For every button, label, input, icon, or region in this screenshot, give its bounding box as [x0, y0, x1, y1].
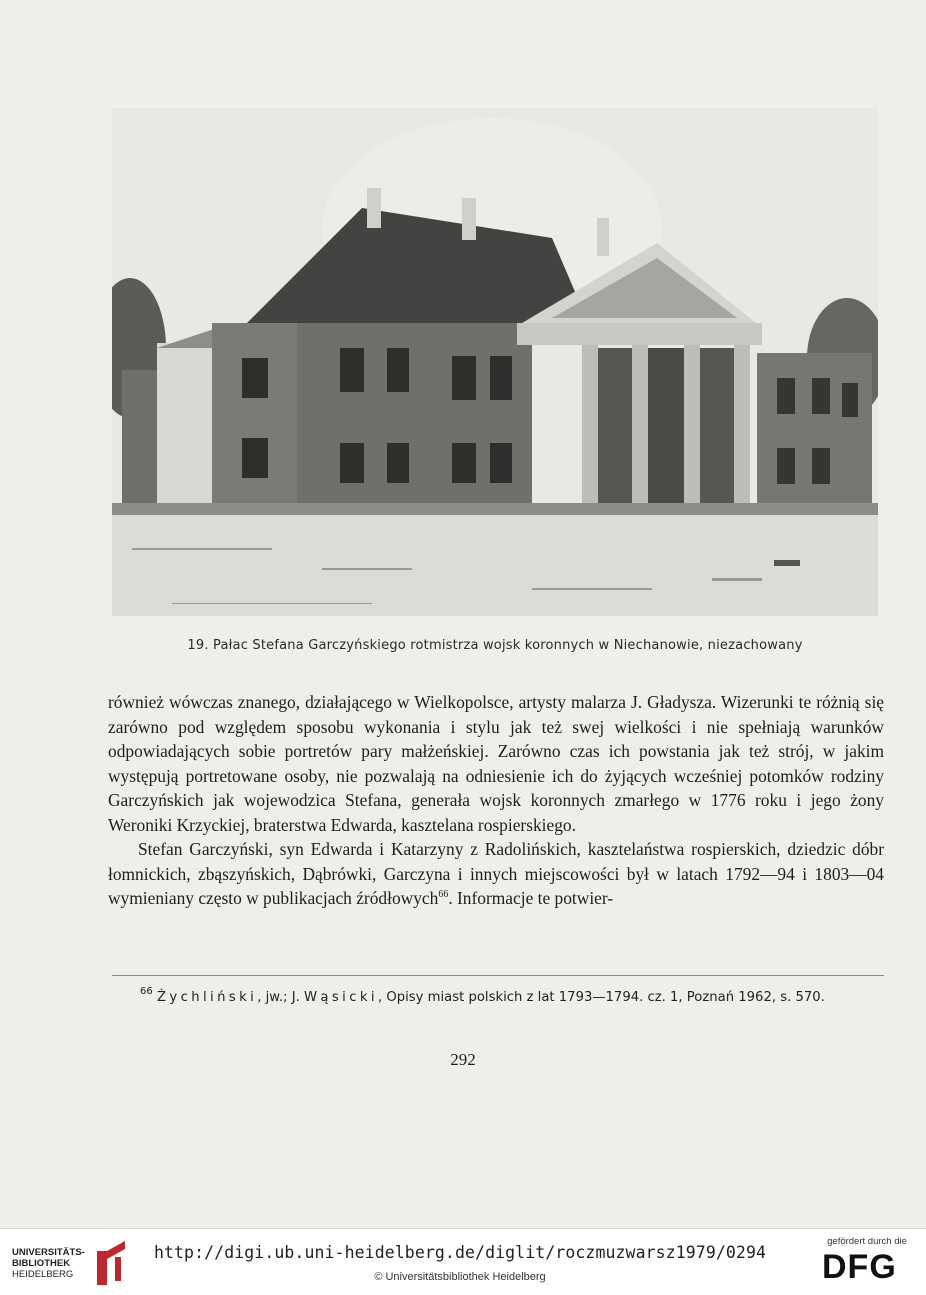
- library-line-3: HEIDELBERG: [12, 1269, 74, 1280]
- paragraph-2-text: Stefan Garczyński, syn Edwarda i Katarzyny z Radolińskich, kasztelaństwa rospierskich, dziedzic dóbr łomnickich, zbąszyńskich, Dąbrówki, Garczyna i innych miejscowości był w latach 1792—94 i 1803—04 wymieniany często w publikacjach źródłowych: [108, 839, 884, 908]
- library-line-1: UNIVERSITÄTS-: [12, 1247, 85, 1258]
- palace-photograph: [112, 108, 878, 616]
- footnote-reference: 66: [438, 889, 449, 900]
- footnote-number: 66: [140, 986, 153, 997]
- dfg-logo[interactable]: DFG: [822, 1248, 897, 1286]
- footnote-author-1: Żychliński: [156, 990, 258, 1005]
- main-text: [108, 690, 884, 911]
- footnote: [108, 987, 884, 1009]
- library-logo-text: [12, 1247, 85, 1280]
- library-line-2: BIBLIOTHEK: [12, 1258, 71, 1269]
- figure-caption: 19. Pałac Stefana Garczyńskiego rotmistrza wojsk koronnych w Niechanowie, niezachowany: [187, 638, 803, 653]
- footnote-mid: , jw.; J.: [257, 990, 304, 1005]
- footnote-author-2: Wąsicki: [303, 990, 378, 1005]
- library-logo-icon[interactable]: [95, 1237, 129, 1287]
- paragraph-2: [108, 837, 884, 911]
- paragraph-2-tail: . Informacje te potwier-: [448, 888, 614, 908]
- footnote-divider: [112, 975, 884, 976]
- permalink-url[interactable]: http://digi.ub.uni-heidelberg.de/diglit/roczmuzwarsz1979/0294: [153, 1243, 767, 1262]
- page-number: 292: [450, 1050, 476, 1069]
- footnote-rest: , Opisy miast polskich z lat 1793—1794. cz. 1, Poznań 1962, s. 570.: [378, 990, 825, 1005]
- funding-note: gefördert durch die: [827, 1236, 907, 1247]
- footnote-body: [108, 987, 884, 1009]
- copyright-notice: © Universitätsbibliothek Heidelberg: [374, 1271, 546, 1283]
- paragraph-1: również wówczas znanego, działającego w Wielkopolsce, artysty malarza J. Gładysza. Wizerunki te różnią się zarówno pod względem sposobu wykonania i stylu jak też swej wielkości i nie spełniają warunków odpowiadających sobie portretów pary małżeńskiej. Zarówno czas ich powstania jak też strój, w jakim występują portretowane osoby, nie pozwalają na odniesienie ich do żyjących wcześniej potomków rodziny Garczyńskich jak wojewodzica Stefana, generała wojsk koronnych zmarłego w 1776 roku i jego żony Weroniki Krzyckiej, braterstwa Edwarda, kasztelana rospierskiego.: [108, 692, 884, 835]
